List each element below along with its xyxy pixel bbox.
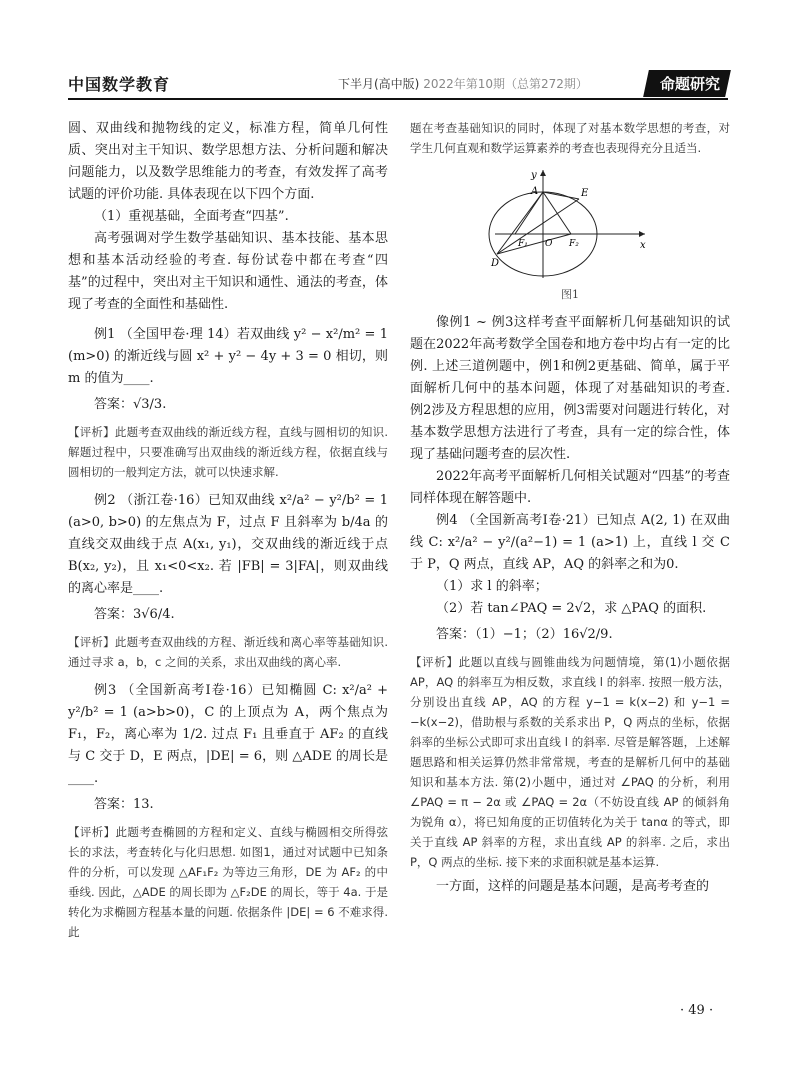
label-O: O xyxy=(545,239,553,249)
analysis-2: 【评析】此题考查双曲线的方程、渐近线和离心率等基础知识. 通过寻求 a，b，c 之间的关系，求出双曲线的离心率. xyxy=(68,635,388,669)
x-axis-arrow xyxy=(639,231,645,237)
paragraph: 2022年高考平面解析几何相关试题对“四基”的考查同样体现在解答题中. xyxy=(410,469,730,506)
segment-AE xyxy=(543,192,579,199)
paragraph: 像例1 ~ 例3这样考查平面解析几何基础知识的试题在2022年高考数学全国卷和地方卷中均占有一定的比例. 上述三道例题中，例1和例2更基础、简单，属于平面解析几何中的基本问题，体现了对基础知识的考查. 例2涉及方程思想的应用，例3需要对问题进行转化，对基本数学思想方法进行了考查，具有一定的综合性，体现了基础问题考查的层次性. xyxy=(410,315,730,462)
label-A: A xyxy=(531,186,539,197)
label-F2: F₂ xyxy=(569,239,579,249)
left-column xyxy=(68,118,388,942)
label-E: E xyxy=(581,188,589,199)
paragraph: 一方面，这样的问题是基本问题，是高考考查的 xyxy=(436,879,710,894)
label-D: D xyxy=(491,258,500,269)
issue-info xyxy=(338,75,588,92)
figure-caption: 图1 xyxy=(561,288,579,301)
example-1: 例1 （全国甲卷·理 14）若双曲线 y² − x²/m² = 1 (m>0) 的渐近线与圆 x² + y² − 4y + 3 = 0 相切，则 m 的值为____. xyxy=(68,327,388,386)
answer-1: 答案：√3/3. xyxy=(94,397,167,412)
example-4-part-1: （1）求 l 的斜率； xyxy=(436,579,548,594)
example-3: 例3 （全国新高考Ⅰ卷·16）已知椭圆 C: x²/a² + y²/b² = 1 (a>b>0)，C 的上顶点为 A，两个焦点为 F₁，F₂，离心率为 1/2. 过点 F₁ 且垂直于 AF₂ 的直线与 C 交于 D，E 两点，|DE| = 6，则 △ADE 的周长是____. xyxy=(68,683,388,786)
line-DE xyxy=(497,199,579,254)
journal-brand: 中国数学教育 xyxy=(68,75,171,94)
label-F1: F₁ xyxy=(518,239,528,249)
answer-4: 答案：（1）−1；（2）16√2/9. xyxy=(436,627,613,642)
example-4-part-2: （2）若 tan∠PAQ = 2√2，求 △PAQ 的面积. xyxy=(436,601,707,616)
segment-F2D xyxy=(497,234,571,254)
issue-number: 2022年第10期（总第272期） xyxy=(423,77,588,91)
analysis-4: 【评析】此题以直线与圆锥曲线为问题情境，第(1)小题依据 AP，AQ 的斜率互为相反数，求直线 l 的斜率. 按照一般方法，分别设出直线 AP，AQ 的方程 y−1 = k(x−2) 和 y−1 = −k(x−2)，借助根与系数的关系求出 P，Q 两点的坐标，依据斜率的坐标公式即可求出直线 l 的斜率. 尽管是解答题，上述解题思路和相关运算仍然非常常规，考查的是解析几何中的基础知识和基本方法. 第(2)小题中，通过对 ∠PAQ 的分析，利用 ∠PAQ = π − 2α 或 ∠PAQ = 2α（不妨设直线 AP 的倾斜角为锐角 α），将已知角度的正切值转化为关于 tanα 的等式，即关于直线 AP 斜率的方程，求出直线 AP 的斜率. 之后，求出 P，Q 两点的坐标. 接下来的求面积就是基本运算. xyxy=(410,655,730,869)
figure-1-ellipse xyxy=(485,164,655,282)
paragraph: 圆、双曲线和抛物线的定义，标准方程，简单几何性质、突出对主干知识、数学思想方法、分析问题和解决问题能力，以及数学思维能力的考查，有效发挥了高考试题的评价功能. 具体表现在以下四个方面. xyxy=(68,121,388,202)
example-2: 例2 （浙江卷·16）已知双曲线 x²/a² − y²/b² = 1 (a>0, b>0) 的左焦点为 F，过点 F 且斜率为 b/4a 的直线交双曲线于点 A(x₁, y₁)，交双曲线的渐近线于点 B(x₂, y₂)，且 x₁<0<x₂. 若 |FB| = 3|FA|，则双曲线的离心率是____. xyxy=(68,493,388,596)
section-tag: 命题研究 xyxy=(643,70,731,97)
right-column xyxy=(410,118,730,898)
page-header xyxy=(68,70,728,96)
page-number: · 49 · xyxy=(680,1003,714,1018)
analysis-1: 【评析】此题考查双曲线的渐近线方程，直线与圆相切的知识. 解题过程中，只要准确写出双曲线的渐近线方程，依据直线与圆相切的一般判定方法，就可以快速求解. xyxy=(68,425,388,479)
section-heading: （1）重视基础，全面考查“四基”. xyxy=(94,209,289,224)
header-rule xyxy=(68,98,728,100)
analysis-3: 【评析】此题考查椭圆的方程和定义、直线与椭圆相交所得弦长的求法，考查转化与化归思想. 如图1，通过对试题中已知条件的分析，可以发现 △AF₁F₂ 为等边三角形，DE 为 AF₂ 的中垂线. 因此，△ADE 的周长即为 △F₂DE 的周长，等于 4a. 于是转化为求椭圆方程基本量的问题. 依据条件 |DE| = 6 不难求得. 此 xyxy=(68,825,388,939)
y-axis-arrow xyxy=(540,170,546,176)
analysis-3-continued: 题在考查基础知识的同时，体现了对基本数学思想的考查，对学生几何直观和数学运算素养的考查也表现得充分且适当. xyxy=(410,121,730,155)
example-4: 例4 （全国新高考Ⅰ卷·21）已知点 A(2, 1) 在双曲线 C: x²/a² − y²/(a²−1) = 1 (a>1) 上，直线 l 交 C 于 P，Q 两点，直线 AP，AQ 的斜率之和为0. xyxy=(410,513,730,572)
label-x: x xyxy=(640,240,646,251)
label-y: y xyxy=(531,170,537,181)
answer-3: 答案：13. xyxy=(94,797,154,812)
answer-2: 答案：3√6/4. xyxy=(94,607,175,622)
segment-AF2 xyxy=(543,192,571,234)
issue-edition: 下半月(高中版) xyxy=(338,77,420,91)
paragraph: 高考强调对学生数学基础知识、基本技能、基本思想和基本活动经验的考查. 每份试卷中都在考查“四基”的过程中，突出对主干知识和通性、通法的考查，体现了考查的全面性和基础性. xyxy=(68,231,388,312)
